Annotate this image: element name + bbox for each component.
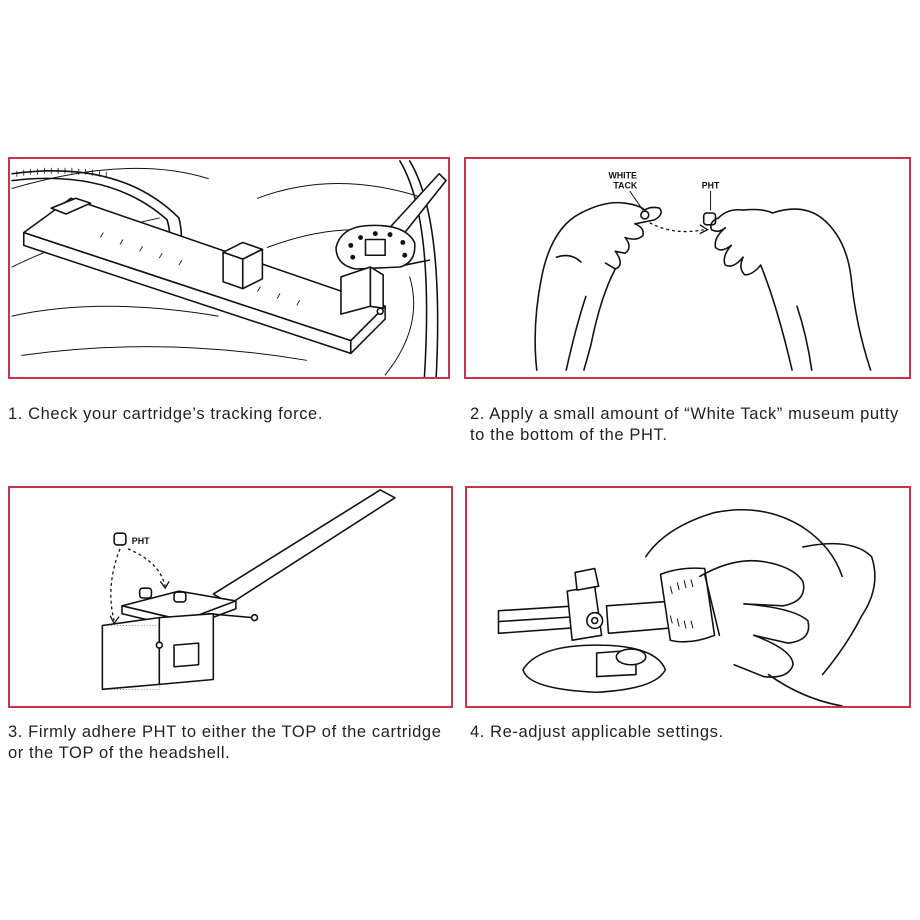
step-1-caption: 1. Check your cartridge’s tracking force. [8,405,324,423]
pht-placement-illustration [10,488,451,706]
label-pht: PHT [131,535,150,546]
step-3-caption: 3. Firmly adhere PHT to either the TOP of the cartridge or the TOP of the headshell. [8,723,442,762]
step-1-illustration-panel [8,157,450,379]
step-2-caption: 2. Apply a small amount of “White Tack” museum putty to the bottom of the PHT. [470,405,899,444]
step-2-illustration-panel [464,157,911,379]
pht-piece [114,533,126,545]
tracking-force-gauge-illustration [10,159,448,377]
label-white: WHITE [608,170,637,181]
step-3-illustration-panel [8,486,453,708]
label-pht: PHT [701,180,720,191]
hands-applying-putty-illustration [466,159,909,377]
step-4-caption: 4. Re-adjust applicable settings. [470,723,724,741]
counterweight-adjustment-illustration [467,488,909,706]
label-tack: TACK [613,180,638,191]
step-4-illustration-panel [465,486,911,708]
